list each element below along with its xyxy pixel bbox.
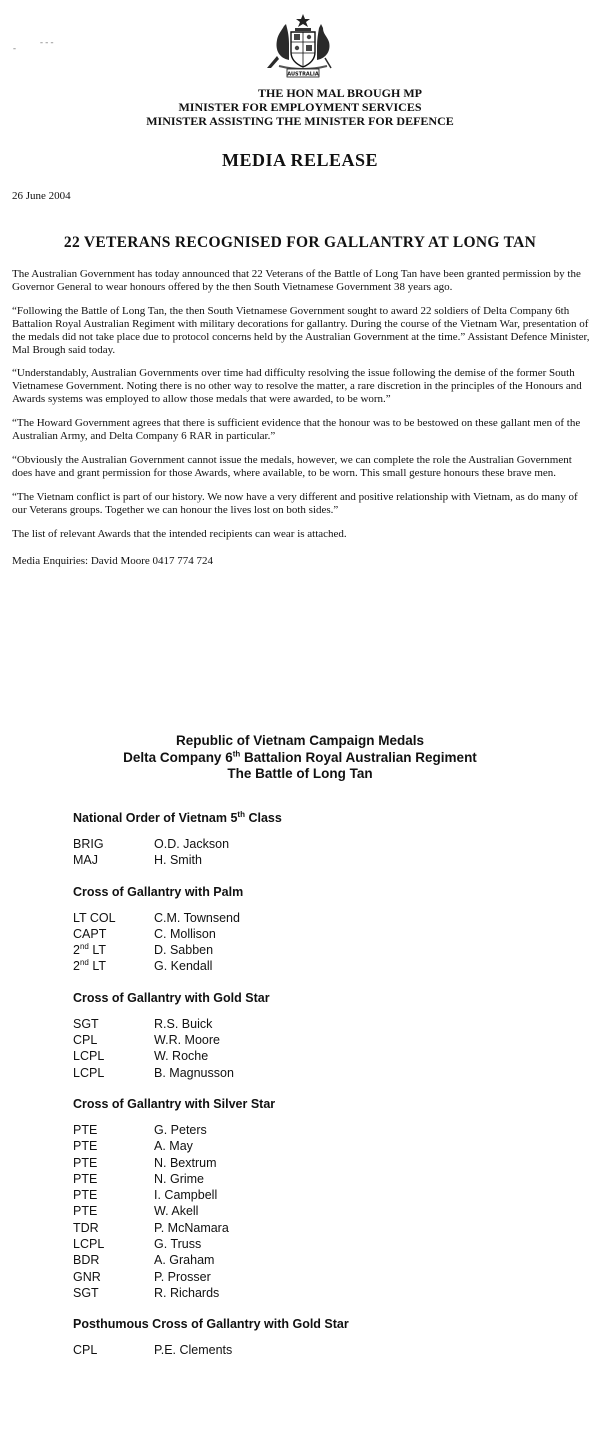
recipient-rank: LCPL	[73, 1237, 105, 1252]
minister-title: MINISTER ASSISTING THE MINISTER FOR DEFENCE	[146, 114, 454, 128]
recipient-name: W.R. Moore	[154, 1033, 220, 1048]
recipient-row	[73, 1016, 234, 1032]
recipient-rank: BDR	[73, 1253, 100, 1268]
recipient-rank: PTE	[73, 1122, 98, 1137]
minister-header	[0, 86, 600, 128]
headline: 22 VETERANS RECOGNISED FOR GALLANTRY AT LONG TAN	[63, 234, 537, 251]
recipient-rank: BRIG	[73, 837, 104, 851]
recipient-row	[73, 1155, 229, 1171]
recipient-rank: LCPL	[73, 1049, 105, 1064]
recipient-table	[73, 836, 229, 869]
recipient-row	[73, 1065, 234, 1081]
body-paragraph: “The Howard Government agrees that there is sufficient evidence that the honour was to be bestowed on these gallant men of the Australian Army, and Delta Company 6 RAR in particular.”	[12, 417, 581, 443]
recipient-rank: CPL	[73, 1343, 98, 1358]
recipient-name: R. Richards	[154, 1285, 220, 1300]
recipient-row	[73, 1138, 229, 1154]
recipient-name: N. Bextrum	[154, 1155, 217, 1170]
award-heading: National Order of Vietnam 5th Class	[73, 809, 282, 825]
recipient-row	[73, 926, 240, 942]
minister-title: MINISTER FOR EMPLOYMENT SERVICES	[178, 100, 422, 114]
medal-list	[73, 810, 533, 1374]
recipient-rank: CPL	[73, 1033, 98, 1048]
body-paragraph: “The Vietnam conflict is part of our history. We now have a very different and positive relationship with Vietnam, as do many of our Veterans groups. Together we can honour the lives lost on both sides.”	[12, 490, 578, 516]
recipient-table	[73, 1122, 229, 1301]
award-heading: Cross of Gallantry with Silver Star	[73, 1096, 276, 1111]
recipient-name: G. Truss	[154, 1237, 202, 1252]
release-body	[12, 268, 590, 578]
recipient-row	[73, 958, 240, 974]
recipient-name: G. Peters	[154, 1122, 207, 1137]
recipient-table	[73, 1342, 232, 1358]
medals-title-line: Delta Company 6th Battalion Royal Australian Regiment	[123, 749, 477, 765]
recipient-table	[73, 910, 240, 975]
recipient-name: R.S. Buick	[154, 1016, 213, 1031]
recipient-row	[73, 1048, 234, 1064]
recipient-name: D. Sabben	[154, 943, 214, 958]
body-paragraph: “Obviously the Australian Government cannot issue the medals, however, we can complete the role the Australian Government does have and grant permission for those Awards, where available, to be worn. This small gesture honours these brave men.	[12, 453, 572, 479]
recipient-name: C.M. Townsend	[154, 910, 240, 925]
media-release-title: MEDIA RELEASE	[221, 150, 379, 170]
crest-scroll-label: AUSTRALIA	[287, 71, 319, 78]
recipient-name: N. Grime	[154, 1171, 204, 1186]
recipient-row	[73, 1236, 229, 1252]
recipient-name: A. Graham	[154, 1253, 215, 1268]
recipient-rank: LT COL	[73, 910, 116, 925]
recipient-name: G. Kendall	[154, 959, 213, 974]
recipient-row	[73, 1171, 229, 1187]
medals-title-line: The Battle of Long Tan	[227, 766, 373, 781]
award-heading: Cross of Gallantry with Gold Star	[73, 990, 270, 1005]
recipient-name: P.E. Clements	[154, 1343, 233, 1358]
recipient-rank: SGT	[73, 1285, 99, 1300]
recipient-row	[73, 942, 240, 958]
body-paragraph: “Understandably, Australian Governments over time had difficulty resolving the issue following the demise of the former South Vietnamese Government. Noting there is no other way to resolve the matter, a rare discretion in the principles of the Honours and Awards systems was employed to allow those medals that were awarded, to be worn.”	[12, 367, 582, 406]
minister-name: THE HON MAL BROUGH MP	[257, 86, 422, 100]
recipient-row	[73, 1032, 234, 1048]
recipient-rank: GNR	[73, 1269, 101, 1284]
recipient-row	[73, 836, 229, 852]
recipient-row	[73, 852, 229, 868]
scan-mark: -	[13, 43, 16, 53]
recipient-rank: PTE	[73, 1188, 98, 1203]
recipient-name: A. May	[154, 1139, 193, 1154]
recipient-rank: PTE	[73, 1155, 98, 1170]
recipient-row	[73, 1187, 229, 1203]
recipient-rank: 2nd LT	[73, 958, 106, 974]
recipient-row	[73, 1342, 232, 1358]
recipient-name: H. Smith	[154, 853, 202, 868]
recipient-name: O.D. Jackson	[154, 837, 230, 851]
body-paragraph: The list of relevant Awards that the intended recipients can wear is attached.	[12, 527, 347, 540]
recipient-rank: TDR	[73, 1220, 99, 1235]
recipient-name: C. Mollison	[154, 926, 216, 941]
recipient-row	[73, 910, 240, 926]
recipient-name: P. Prosser	[154, 1269, 211, 1284]
scan-mark: - - -	[40, 37, 54, 47]
body-paragraph: “Following the Battle of Long Tan, the then South Vietnamese Government sought to award 22 soldiers of Delta Company 6th Battalion Royal Australian Regiment with military decorations for gallantry. During the course of the Vietnam War, presentation of the medals did not take place due to protocol concerns held by the Australian Government at the time.” Assistant Defence Minister, Mal Brough said today.	[12, 304, 590, 356]
medals-title-line: Republic of Vietnam Campaign Medals	[175, 733, 425, 748]
recipient-name: W. Roche	[154, 1049, 209, 1064]
recipient-name: P. McNamara	[154, 1220, 229, 1235]
recipient-rank: PTE	[73, 1204, 98, 1219]
award-heading: Posthumous Cross of Gallantry with Gold Star	[73, 1317, 349, 1332]
award-heading: Cross of Gallantry with Palm	[73, 884, 244, 899]
recipient-row	[73, 1269, 229, 1285]
recipient-rank: CAPT	[73, 926, 107, 941]
release-date: 26 June 2004	[12, 190, 71, 202]
body-paragraph: The Australian Government has today announced that 22 Veterans of the Battle of Long Tan have been granted permission by the Governor General to wear honours offered by the then South Vietnamese Government 38 years ago.	[12, 268, 581, 293]
recipient-table	[73, 1016, 234, 1081]
recipient-name: I. Campbell	[154, 1188, 218, 1203]
recipient-rank: MAJ	[73, 853, 98, 868]
recipient-row	[73, 1252, 229, 1268]
coat-of-arms-icon	[265, 12, 341, 80]
media-enquiries: Media Enquiries: David Moore 0417 774 724	[12, 554, 214, 567]
recipient-rank: PTE	[73, 1171, 98, 1186]
recipient-row	[73, 1285, 229, 1301]
recipient-row	[73, 1203, 229, 1219]
recipient-row	[73, 1122, 229, 1138]
recipient-name: W. Akell	[154, 1204, 199, 1219]
recipient-rank: LCPL	[73, 1065, 105, 1080]
recipient-rank: PTE	[73, 1139, 98, 1154]
recipient-row	[73, 1220, 229, 1236]
recipient-rank: 2nd LT	[73, 942, 106, 958]
recipient-name: B. Magnusson	[154, 1065, 234, 1080]
medals-title	[0, 733, 600, 783]
recipient-rank: SGT	[73, 1016, 99, 1031]
